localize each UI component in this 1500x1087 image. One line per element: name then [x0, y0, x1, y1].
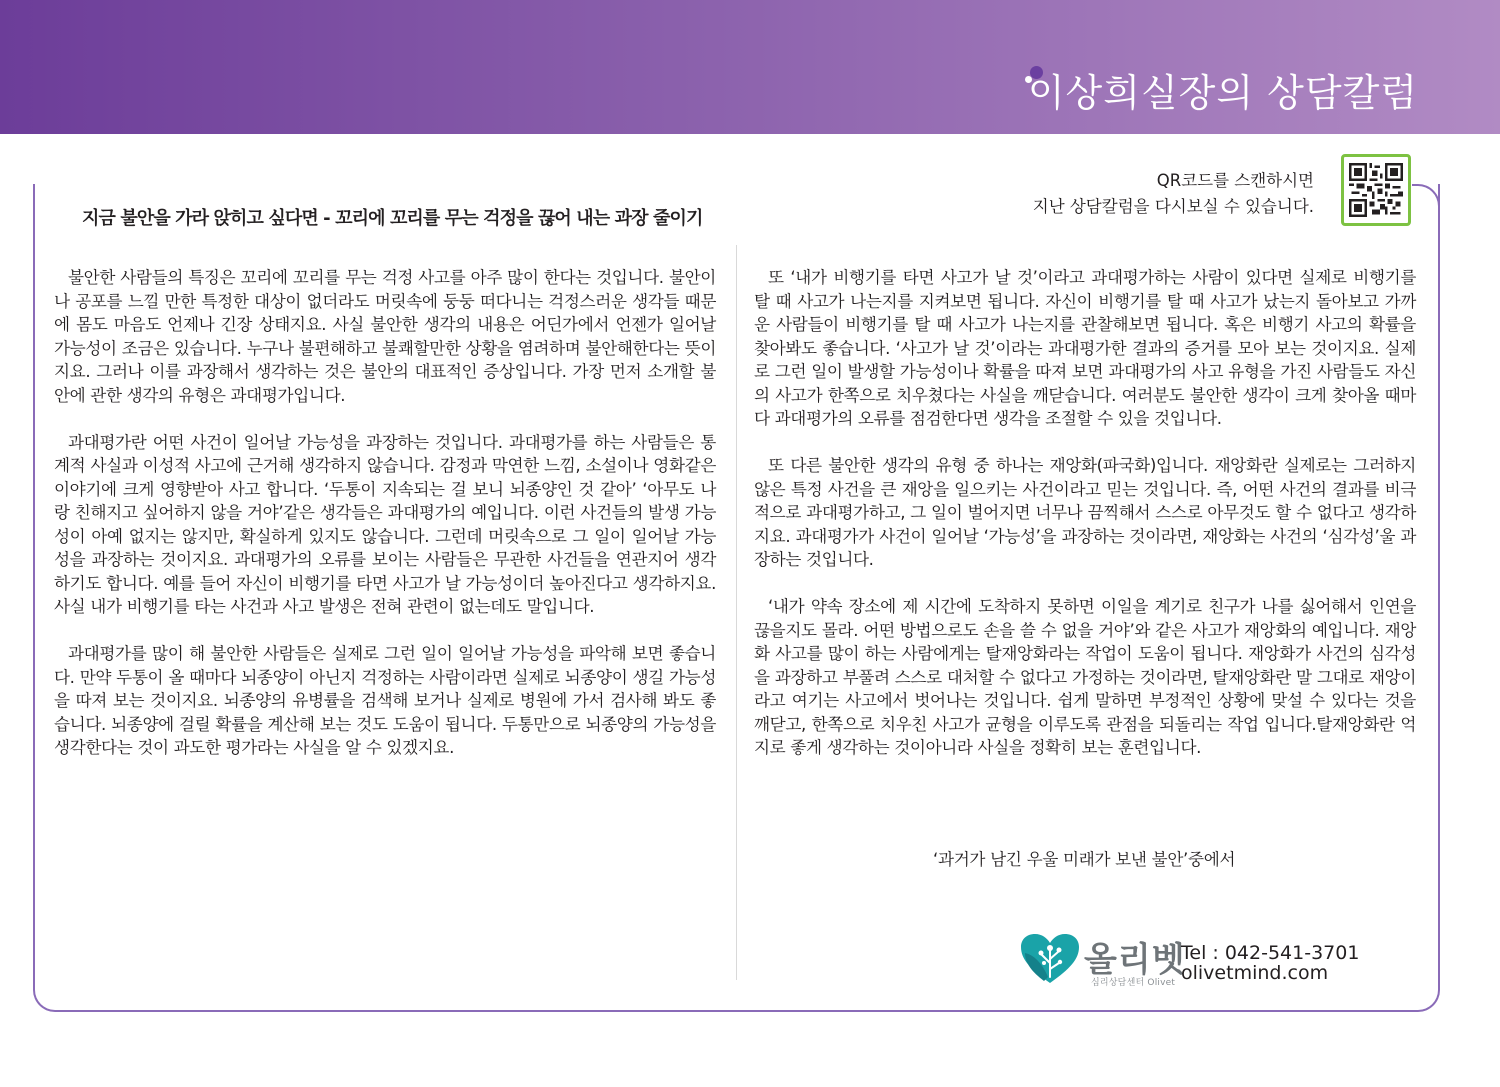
paragraph: 또 ‘내가 비행기를 타면 사고가 날 것’이라고 과대평가하는 사람이 있다면 실제로 비행기를 탈 때 사고가 나는지를 지켜보면 됩니다. 자신이 비행기를 탈 때 사고가 났는지 돌아보고 가까운 사람들이 비행기를 탈 때 사고가 나는지를 관찰해보면 됩니다. 혹은 비행기 사고의 확률을 찾아봐도 좋습니다. ‘사고가 날 것’이라는 과대평가한 결과의 증거를 모아 보는 것이지요. 실제로 그런 일이 발생할 가능성이나 확률을 따져 보면 과대평가의 사고 유형을 가진 사람들도 자신의 사고가 한쪽으로 치우쳤다는 사실을 깨닫습니다. 여러분도 불안한 생각이 크게 찾아올 때마다 과대평가의 오류를 점검한다면 생각을 조절할 수 있을 것입니다. — [754, 268, 1416, 428]
paragraph: ‘내가 약속 장소에 제 시간에 도착하지 못하면 이일을 계기로 친구가 나를 싫어해서 인연을 끊을지도 몰라. 어떤 방법으로도 손을 쓸 수 없을 거야’와 같은 사고가 재앙화의 예입니다. 재앙화 사고를 많이 하는 사람에게는 탈재앙화라는 작업이 도움이 됩니다. 재앙화가 사건의 심각성을 과장하고 부풀려 스스로 대처할 수 없다고 가정하는 것이라면, 탈재앙화란 말 그대로 재앙이라고 여기는 사고에서 벗어나는 것입니다. 쉽게 말하면 부정적인 상황에 맞설 수 있다는 것을 깨닫고, 한쪽으로 치우친 사고가 균형을 이루도록 관점을 되돌리는 작업 입니다.탈재앙화란 억지로 좋게 생각하는 것이아니라 사실을 정확히 보는 훈련입니다. — [754, 597, 1416, 757]
qr-caption-line2: 지난 상담칼럼을 다시보실 수 있습니다. — [1032, 197, 1314, 216]
source-citation: ‘과거가 남긴 우울 미래가 보낸 불안’중에서 — [933, 850, 1236, 869]
article-title: 지금 불안을 가라 앉히고 싶다면 - 꼬리에 꼬리를 무는 걱정을 끊어 내는 과장 줄이기 — [82, 208, 703, 229]
paragraph: 과대평가를 많이 해 불안한 사람들은 실제로 그런 일이 일어날 가능성을 파악해 보면 좋습니다. 만약 두통이 올 때마다 뇌종양이 아닌지 걱정하는 사람이라면 실제로 뇌종양이 생길 가능성을 따져 보는 것이지요. 뇌종양의 유병률을 검색해 보거나 실제로 병원에 가서 검사해 봐도 좋습니다. 뇌종양에 걸릴 확률을 계산해 보는 것도 도움이 됩니다. 두통만으로 뇌종양의 가능성을 생각한다는 것이 과도한 평가라는 사실을 알 수 있겠지요. — [54, 644, 716, 757]
qr-caption-line1: QR코드를 스캔하시면 — [1156, 171, 1314, 190]
right-column — [754, 266, 1416, 783]
column-series-title: 이상희실장의 상담칼럼 — [1027, 71, 1418, 115]
column-divider — [736, 245, 737, 980]
qr-code-icon[interactable] — [1341, 154, 1411, 226]
paragraph: 또 다른 불안한 생각의 유형 중 하나는 재앙화(파국화)입니다. 재앙화란 실제로는 그러하지 않은 특정 사건을 큰 재앙을 일으키는 사건이라고 믿는 것입니다. 즉, 어떤 사건의 결과를 비극적으로 과대평가하고, 그 일이 벌어지면 너무나 끔찍해서 스스로 아무것도 할 수 없다고 생각하지요. 과대평가가 사건이 일어날 ‘가능성’을 과장하는 것이라면, 재앙화는 사건의 ‘심각성’울 과장하는 것입니다. — [754, 456, 1416, 569]
left-column — [54, 266, 716, 783]
header-banner — [0, 0, 1500, 134]
paragraph: 불안한 사람들의 특징은 꼬리에 꼬리를 무는 걱정 사고를 아주 많이 한다는 것입니다. 불안이나 공포를 느낄 만한 특정한 대상이 없더라도 머릿속에 둥둥 떠다니는 걱정스러운 생각들 때문에 몸도 마음도 언제나 긴장 상태지요. 사실 불안한 생각의 내용은 어딘가에서 언젠가 일어날 가능성이 조금은 있습니다. 누구나 불편해하고 불쾌할만한 상황을 염려하며 불안해한다는 뜻이지요. 그러나 이를 과장해서 생각하는 것은 불안의 대표적인 증상입니다. 가장 먼저 소개할 불안에 관한 생각의 유형은 과대평가입니다. — [54, 268, 716, 405]
olivet-heart-tree-icon — [1020, 933, 1080, 985]
qr-caption — [1033, 168, 1314, 220]
contact-phone[interactable]: Tel : 042-541-3701 — [1181, 942, 1360, 964]
logo-wordmark: 올리벳 — [1084, 940, 1186, 980]
contact-website-link[interactable]: olivetmind.com — [1181, 962, 1329, 984]
logo-subtitle: 심리상담센터 Olivet — [1091, 978, 1176, 988]
paragraph: 과대평가란 어떤 사건이 일어날 가능성을 과장하는 것입니다. 과대평가를 하는 사람들은 통계적 사실과 이성적 사고에 근거해 생각하지 않습니다. 감정과 막연한 느낌, 소설이나 영화같은 이야기에 크게 영향받아 사고 합니다. ‘두통이 지속되는 걸 보니 뇌종양인 것 같아’ ‘아무도 나랑 친해지고 싶어하지 않을 거야’같은 생각들은 과대평가의 예입니다. 이런 사건들의 발생 가능성이 아예 없지는 않지만, 확실하게 있지도 않습니다. 그런데 머릿속으로 그 일이 일어날 가능성을 과장하는 것이지요. 과대평가의 오류를 보이는 사람들은 무관한 사건들을 연관지어 생각하기도 합니다. 예를 들어 자신이 비행기를 타면 사고가 날 가능성이더 높아진다고 생각하지요. 사실 내가 비행기를 타는 사건과 사고 발생은 전혀 관련이 없는데도 말입니다. — [54, 432, 716, 616]
